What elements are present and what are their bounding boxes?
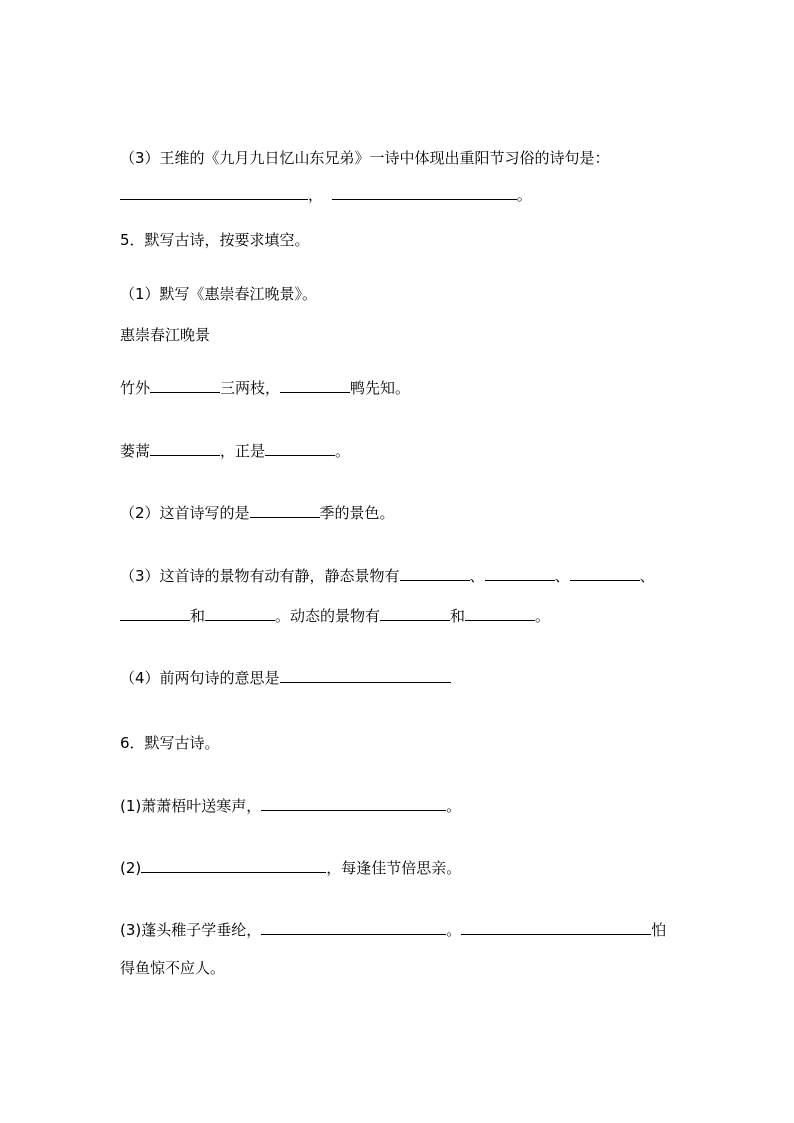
period: 。: [446, 921, 462, 939]
q6-heading-text: 6．默写古诗。: [120, 734, 220, 752]
answer-blank[interactable]: [380, 605, 450, 621]
poem-line-1: [120, 377, 410, 398]
q5-item1: [120, 284, 317, 304]
q4-item3-prompt: [120, 148, 610, 168]
answer-blank[interactable]: [120, 184, 308, 200]
q5-item3-line1: [120, 565, 655, 586]
q5-item1-text: （1）默写《惠崇春江晚景》。: [120, 285, 318, 303]
poem-text: 蒌蒿: [120, 442, 151, 460]
answer-blank[interactable]: [261, 919, 446, 935]
answer-blank[interactable]: [265, 440, 335, 456]
q6-heading: [120, 733, 220, 753]
answer-blank[interactable]: [250, 502, 320, 518]
answer-blank[interactable]: [205, 605, 275, 621]
q5-item2: [120, 502, 395, 523]
q6-item3-text: 怕: [651, 921, 667, 939]
q5-item3-line2: [120, 605, 550, 626]
q5-item3-text: 和: [450, 607, 466, 625]
q6-item3-continuation: [120, 958, 225, 978]
poem-text: 三两枝，: [220, 379, 281, 397]
answer-blank[interactable]: [332, 184, 517, 200]
q6-item2-text: (2): [120, 859, 142, 877]
q5-item2-text: （2）这首诗写的是: [120, 504, 250, 522]
q6-item1-text: (1)萧萧梧叶送寒声，: [120, 797, 262, 815]
answer-blank[interactable]: [141, 857, 326, 873]
period: 。: [516, 186, 532, 204]
q4-item3-answer-line: [120, 184, 532, 205]
poem-text: 竹外: [120, 379, 151, 397]
poem-title-text: 惠崇春江晚景: [120, 326, 211, 344]
q6-item2: [120, 857, 461, 878]
answer-blank[interactable]: [485, 565, 555, 581]
poem-title: [120, 325, 210, 345]
poem-text: 。: [335, 442, 351, 460]
comma: ，: [308, 186, 324, 204]
answer-blank[interactable]: [280, 667, 451, 683]
q5-heading-text: 5．默写古诗，按要求填空。: [120, 231, 310, 249]
q4-item3-text: （3）王维的《九月九日忆山东兄弟》一诗中体现出重阳节习俗的诗句是：: [120, 149, 610, 167]
q5-item3-text: （3）这首诗的景物有动有静，静态景物有: [120, 567, 400, 585]
poem-text: 鸭先知。: [350, 379, 411, 397]
answer-blank[interactable]: [570, 565, 640, 581]
answer-blank[interactable]: [461, 919, 651, 935]
q5-item2-text: 季的景色。: [319, 504, 395, 522]
period: 。: [446, 797, 462, 815]
answer-blank[interactable]: [120, 605, 190, 621]
answer-blank[interactable]: [280, 377, 350, 393]
q5-item4-text: （4）前两句诗的意思是: [120, 669, 280, 687]
q6-item2-text: ，每逢佳节倍思亲。: [326, 859, 462, 877]
q5-item4: [120, 667, 451, 688]
poem-text: ，正是: [220, 442, 266, 460]
q5-item3-text: 。动态的景物有: [275, 607, 381, 625]
answer-blank[interactable]: [150, 377, 220, 393]
answer-blank[interactable]: [400, 565, 470, 581]
separator: 、: [639, 567, 655, 585]
period: 。: [535, 607, 551, 625]
q6-item3: [120, 919, 666, 940]
q6-item1: [120, 795, 461, 816]
q6-item3-text: (3)蓬头稚子学垂纶，: [120, 921, 262, 939]
answer-blank[interactable]: [465, 605, 535, 621]
q5-heading: [120, 230, 310, 250]
separator: 、: [469, 567, 485, 585]
answer-blank[interactable]: [261, 795, 446, 811]
q6-item3-text: 得鱼惊不应人。: [120, 959, 226, 977]
poem-line-2: [120, 440, 350, 461]
q5-item3-text: 和: [190, 607, 206, 625]
answer-blank[interactable]: [150, 440, 220, 456]
separator: 、: [554, 567, 570, 585]
